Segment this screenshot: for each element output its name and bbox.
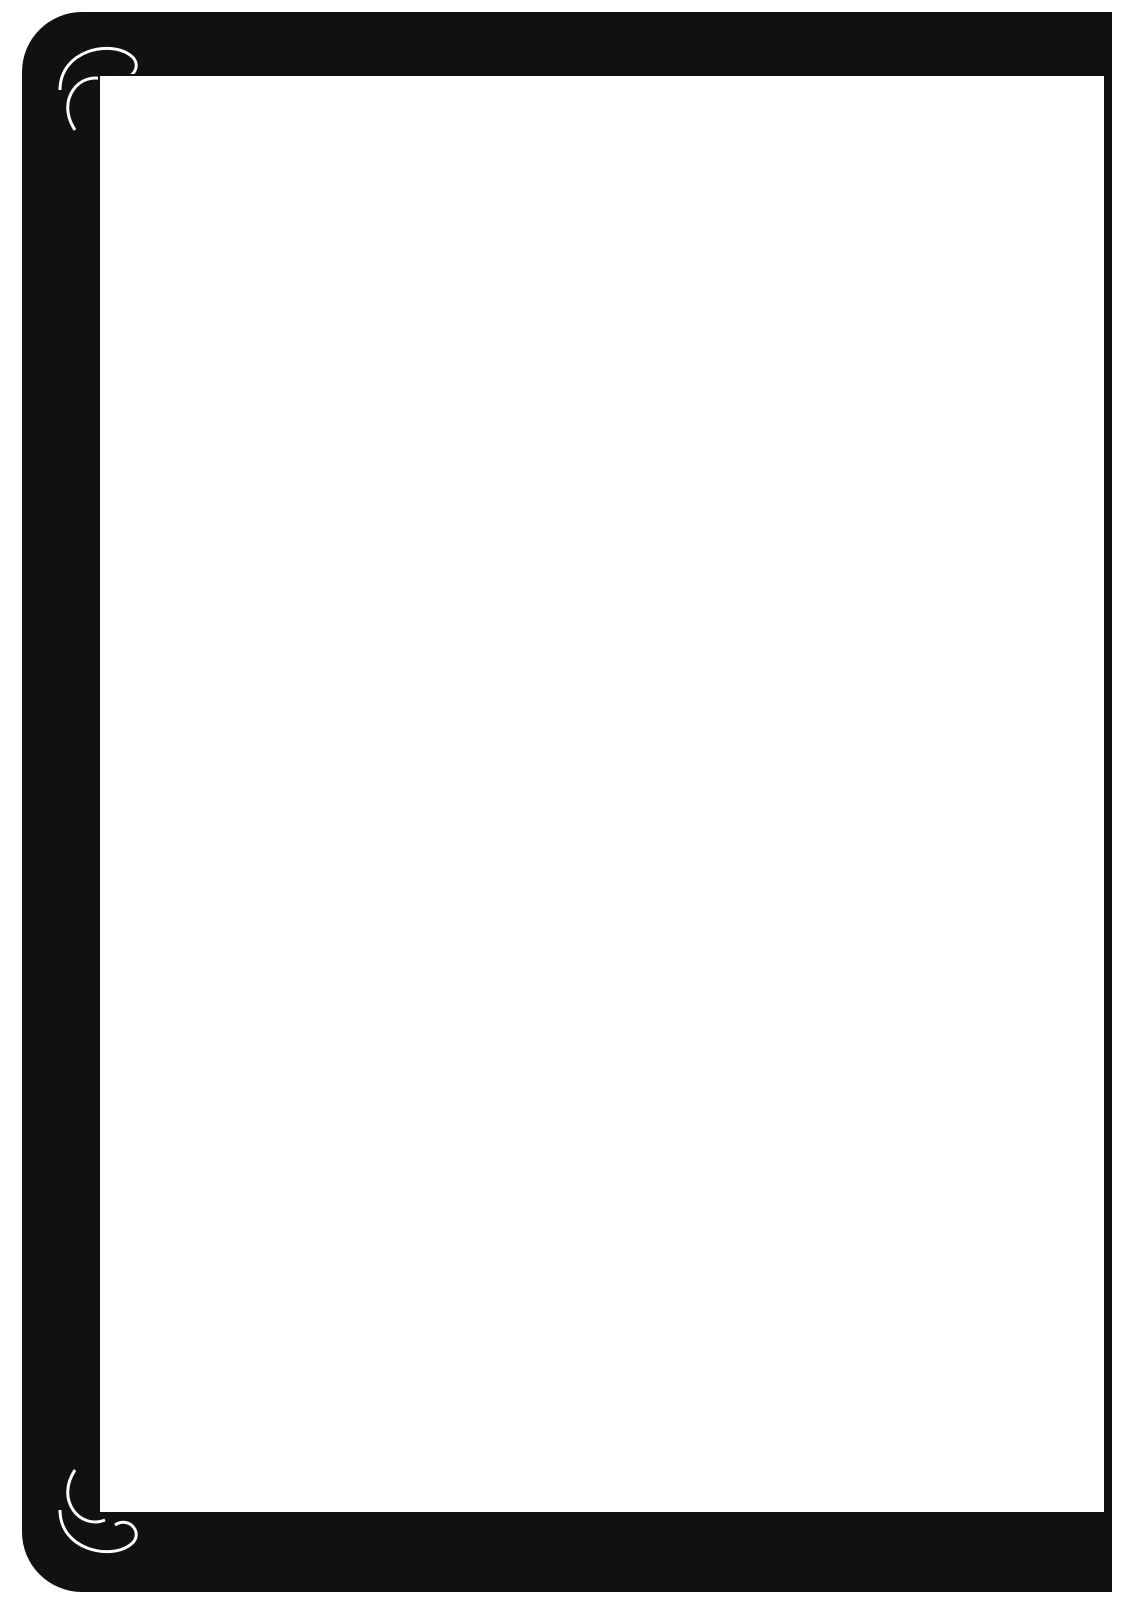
content-panel bbox=[98, 74, 1106, 1514]
